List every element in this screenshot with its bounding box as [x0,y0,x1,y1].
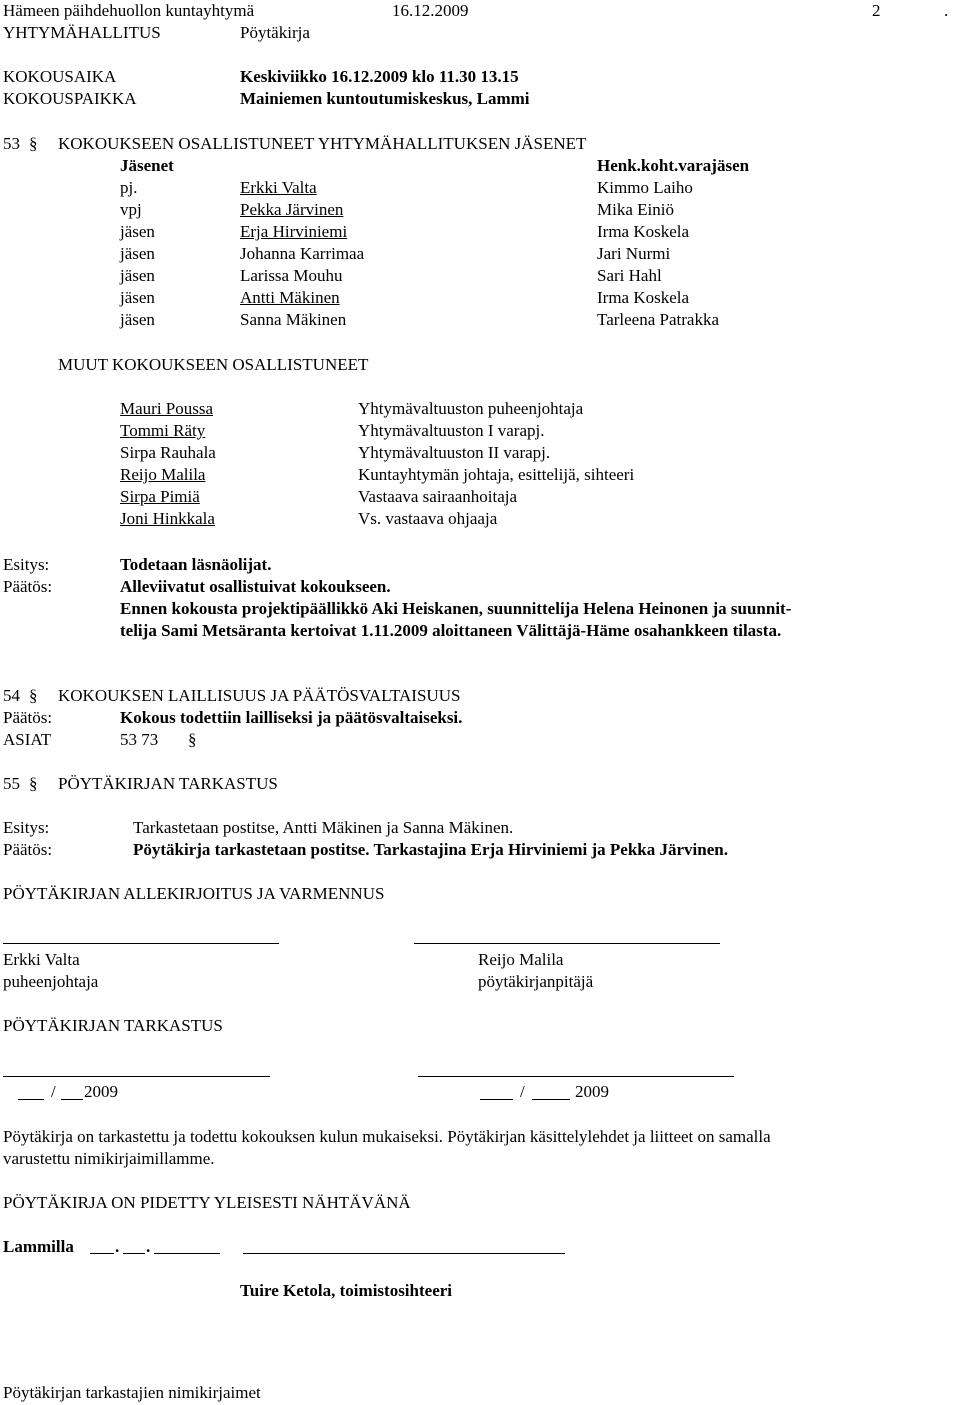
member-role: pj. [120,178,138,197]
header-dot: . [944,1,949,20]
other-name: Reijo Malila [120,465,206,484]
header-org: Hämeen päihdehuollon kuntayhtymä [3,1,255,20]
other-name: Sirpa Pimiä [120,487,200,506]
deputy-column-header: Henk.koht.varajäsen [597,156,750,175]
member-name: Erja Hirviniemi [240,222,348,241]
s55-esitys-label: Esitys: [3,818,50,837]
section-sign: § [29,774,38,793]
s53-paatos-label: Päätös: [3,577,53,596]
meeting-time-label: KOKOUSAIKA [3,67,117,86]
member-role: jäsen [120,222,155,241]
meeting-place-label: KOKOUSPAIKKA [3,89,137,108]
s55-paatos-text: Pöytäkirja tarkastetaan postitse. Tarkastajina Erja Hirviniemi ja Pekka Järvinen. [133,840,728,859]
signer-left-role: puheenjohtaja [3,972,99,991]
public-month-blank [123,1253,145,1254]
signer-left-name: Erkki Valta [3,950,80,969]
header-page-number: 2 [872,1,881,20]
member-deputy: Mika Einiö [597,200,674,219]
member-name: Erkki Valta [240,178,317,197]
public-place: Lammilla [3,1237,74,1256]
footer-initials: Pöytäkirjan tarkastajien nimikirjaimet [3,1383,261,1402]
section-sign: § [188,730,197,749]
review-title: PÖYTÄKIRJAN TARKASTUS [3,1016,223,1035]
other-name: Tommi Räty [120,421,206,440]
public-title: PÖYTÄKIRJA ON PIDETTY YLEISESTI NÄHTÄVÄNÄ [3,1193,411,1212]
other-role: Yhtymävaltuuston puheenjohtaja [358,399,584,418]
public-dot: . [115,1237,120,1256]
review-note-line1: Pöytäkirja on tarkastettu ja todettu kokouksen kulun mukaiseksi. Pöytäkirjan käsittelylehdet ja liitteet on samalla [3,1127,771,1146]
public-year-blank [154,1253,220,1254]
member-role: jäsen [120,244,155,263]
meeting-time-value: Keskiviikko 16.12.2009 klo 11.30 13.15 [240,67,519,86]
date-slash: / [520,1082,525,1101]
date-year-left: 2009 [84,1082,118,1101]
section-sign: § [29,134,38,153]
s55-paatos-label: Päätös: [3,840,53,859]
date-month-blank [61,1099,83,1100]
member-deputy: Jari Nurmi [597,244,671,263]
member-deputy: Kimmo Laiho [597,178,693,197]
asiat-label: ASIAT [3,730,52,749]
public-signer: Tuire Ketola, toimistosihteeri [240,1281,453,1300]
member-role: jäsen [120,266,155,285]
others-title: MUUT KOKOUKSEEN OSALLISTUNEET [58,355,369,374]
meeting-place-value: Mainiemen kuntoutumiskeskus, Lammi [240,89,530,108]
public-signature-line [243,1253,565,1254]
member-deputy: Tarleena Patrakka [597,310,719,329]
other-role: Kuntayhtymän johtaja, esittelijä, sihteeri [358,465,635,484]
date-slash: / [51,1082,56,1101]
signer-right-role: pöytäkirjanpitäjä [478,972,594,991]
public-day-blank [90,1253,114,1254]
other-role: Vs. vastaava ohjaaja [358,509,498,528]
section-54-title: KOKOUKSEN LAILLISUUS JA PÄÄTÖSVALTAISUUS [58,686,461,705]
member-deputy: Sari Hahl [597,266,662,285]
s54-paatos-label: Päätös: [3,708,53,727]
other-name: Sirpa Rauhala [120,443,216,462]
section-55-title: PÖYTÄKIRJAN TARKASTUS [58,774,278,793]
member-role: vpj [120,200,142,219]
member-role: jäsen [120,288,155,307]
other-role: Yhtymävaltuuston II varapj. [358,443,551,462]
s55-esitys-text: Tarkastetaan postitse, Antti Mäkinen ja Sanna Mäkinen. [133,818,514,837]
other-name: Mauri Poussa [120,399,214,418]
s53-esitys-text: Todetaan läsnäolijat. [120,555,272,574]
member-name: Johanna Karrimaa [240,244,365,263]
member-deputy: Irma Koskela [597,288,690,307]
member-role: jäsen [120,310,155,329]
signatures-title: PÖYTÄKIRJAN ALLEKIRJOITUS JA VARMENNUS [3,884,385,903]
section-sign: § [29,686,38,705]
review-line-left [3,1076,270,1077]
s53-paatos-line3: telija Sami Metsäranta kertoivat 1.11.2009 aloittaneen Välittäjä-Häme osahankkeen tilasta. [120,621,782,640]
header-doc-type: Pöytäkirja [240,23,310,42]
s53-paatos-line2: Ennen kokousta projektipäällikkö Aki Heiskanen, suunnittelija Helena Heinonen ja suunnit- [120,599,792,618]
s54-paatos-text: Kokous todettiin lailliseksi ja päätösvaltaiseksi. [120,708,463,727]
date-year-right: 2009 [575,1082,609,1101]
member-name: Antti Mäkinen [240,288,340,307]
signature-line-left [3,943,279,944]
asiat-range: 53 73 [120,730,159,749]
section-55-number: 55 [3,774,20,793]
signature-line-right [414,943,720,944]
header-date: 16.12.2009 [392,1,469,20]
section-54-number: 54 [3,686,20,705]
signer-right-name: Reijo Malila [478,950,564,969]
s53-esitys-label: Esitys: [3,555,50,574]
header-body: YHTYMÄHALLITUS [3,23,161,42]
member-name: Sanna Mäkinen [240,310,347,329]
s53-paatos-line1: Alleviivatut osallistuivat kokoukseen. [120,577,391,596]
review-line-right [418,1076,734,1077]
review-note-line2: varustettu nimikirjaimillamme. [3,1149,215,1168]
date-month-blank [532,1099,570,1100]
section-53-number: 53 [3,134,20,153]
date-day-blank [480,1099,513,1100]
other-role: Yhtymävaltuuston I varapj. [358,421,545,440]
other-role: Vastaava sairaanhoitaja [358,487,518,506]
date-day-blank [18,1099,44,1100]
member-name: Pekka Järvinen [240,200,344,219]
other-name: Joni Hinkkala [120,509,215,528]
public-dot: . [146,1237,151,1256]
member-name: Larissa Mouhu [240,266,343,285]
section-53-title: KOKOUKSEEN OSALLISTUNEET YHTYMÄHALLITUKSEN JÄSENET [58,134,587,153]
members-column-header: Jäsenet [120,156,174,175]
member-deputy: Irma Koskela [597,222,690,241]
